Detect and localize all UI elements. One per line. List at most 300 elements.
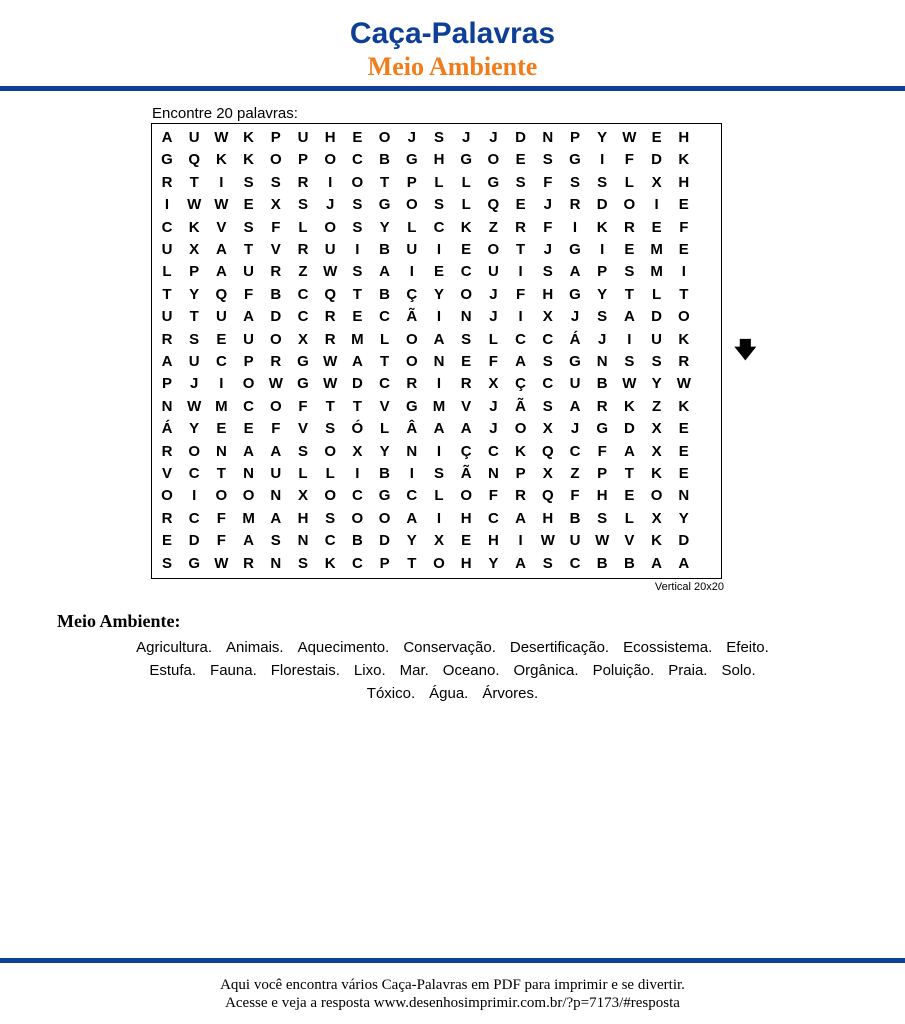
grid-letter: X bbox=[651, 420, 662, 438]
grid-letter: S bbox=[542, 554, 553, 572]
grid-letter: A bbox=[651, 554, 663, 572]
grid-letter: A bbox=[379, 263, 391, 281]
grid-letter: X bbox=[542, 420, 553, 438]
grid-letter: A bbox=[460, 420, 472, 438]
grid-letter: H bbox=[297, 509, 309, 527]
grid-letter: L bbox=[298, 465, 308, 482]
grid-letter: Ã bbox=[515, 397, 527, 415]
grid-letter: O bbox=[161, 487, 173, 505]
grid-letter: Q bbox=[324, 285, 337, 303]
grid-letter: M bbox=[650, 263, 663, 281]
grid-letter: W bbox=[214, 554, 229, 572]
word-list-item: Florestais. bbox=[270, 662, 340, 679]
word-list-item: Estufa. bbox=[149, 662, 197, 679]
grid-letter: R bbox=[460, 375, 472, 393]
grid-letter: T bbox=[624, 465, 634, 482]
grid-letter: W bbox=[323, 375, 338, 393]
grid-letter: S bbox=[597, 308, 608, 326]
grid-letter: S bbox=[243, 173, 254, 191]
footer-link-text: Acesse e veja a resposta www.desenhosimprimir.com.br/?p=7173/#resposta bbox=[225, 995, 680, 1011]
grid-letter: O bbox=[324, 151, 337, 169]
grid-letter: O bbox=[650, 487, 663, 505]
grid-letter: F bbox=[271, 420, 281, 438]
grid-letter: T bbox=[352, 285, 362, 303]
grid-letter: N bbox=[542, 129, 554, 146]
grid-letter: X bbox=[651, 173, 662, 191]
grid-letter: X bbox=[189, 241, 200, 258]
grid-letter: A bbox=[569, 263, 581, 281]
grid-letter: G bbox=[405, 397, 418, 415]
grid-letter: C bbox=[515, 330, 527, 348]
grid-letter: R bbox=[515, 218, 527, 236]
grid-letter: A bbox=[270, 442, 282, 460]
grid-letter: E bbox=[515, 196, 526, 214]
grid-letter: A bbox=[433, 330, 445, 348]
grid-letter: P bbox=[161, 375, 172, 393]
grid-letter: T bbox=[624, 285, 634, 303]
grid-letter: A bbox=[215, 241, 227, 258]
grid-letter: L bbox=[162, 263, 172, 281]
grid-letter: A bbox=[270, 509, 282, 527]
grid-letter: I bbox=[436, 308, 442, 326]
grid-letter: Y bbox=[488, 554, 499, 572]
grid-letter: S bbox=[542, 397, 553, 415]
grid-letter: G bbox=[569, 353, 581, 370]
grid-letter: X bbox=[651, 509, 662, 527]
grid-letter: I bbox=[409, 465, 414, 482]
grid-letter: O bbox=[351, 173, 364, 191]
grid-letter: F bbox=[488, 487, 498, 505]
grid-letter: H bbox=[678, 173, 690, 191]
grid-letter: R bbox=[243, 554, 255, 572]
grid-letter: R bbox=[324, 308, 336, 326]
grid-letter: C bbox=[460, 263, 472, 281]
grid-letter: U bbox=[297, 129, 309, 146]
grid-letter: O bbox=[242, 487, 255, 505]
grid-letter: H bbox=[460, 554, 472, 572]
grid-letter: E bbox=[352, 129, 363, 146]
grid-letter: S bbox=[433, 465, 444, 482]
grid-letter: S bbox=[597, 509, 608, 527]
word-list-item: Fauna. bbox=[210, 662, 257, 679]
grid-letter: J bbox=[489, 129, 498, 146]
grid-letter: L bbox=[652, 285, 662, 303]
grid-letter: J bbox=[407, 129, 416, 146]
grid-letter: X bbox=[488, 375, 499, 393]
grid-letter: E bbox=[161, 532, 172, 550]
grid-letter: G bbox=[297, 375, 309, 393]
grid-letter: O bbox=[269, 397, 282, 415]
grid-letter: N bbox=[161, 397, 173, 415]
word-list-item: Solo. bbox=[721, 662, 756, 679]
grid-letter: K bbox=[596, 218, 608, 236]
grid-letter: C bbox=[487, 509, 499, 527]
grid-letter: Y bbox=[189, 285, 200, 303]
word-list-item: Desertificação. bbox=[509, 639, 610, 656]
grid-letter: M bbox=[242, 509, 255, 527]
grid-letter: H bbox=[433, 151, 445, 169]
grid-letter: J bbox=[570, 308, 580, 326]
grid-letter: E bbox=[243, 196, 254, 214]
word-list-item: Água. bbox=[429, 685, 469, 702]
grid-letter: O bbox=[324, 487, 337, 505]
grid-letter: N bbox=[678, 487, 690, 505]
grid-letter: E bbox=[624, 487, 635, 505]
grid-letter: K bbox=[678, 397, 690, 415]
grid-letter: U bbox=[651, 330, 663, 348]
grid-letter: D bbox=[651, 308, 663, 326]
grid-letter: R bbox=[623, 218, 635, 236]
grid-letter: G bbox=[378, 196, 391, 214]
grid-letter: P bbox=[297, 151, 308, 169]
grid-letter: B bbox=[623, 554, 635, 572]
grid-row bbox=[152, 306, 721, 328]
grid-letter: W bbox=[595, 532, 610, 550]
grid-letter: K bbox=[243, 129, 255, 146]
grid-letter: K bbox=[243, 151, 255, 169]
grid-letter: I bbox=[355, 465, 360, 482]
grid-letter: U bbox=[243, 263, 255, 281]
grid-letter: W bbox=[323, 353, 338, 370]
grid-letter: T bbox=[516, 241, 526, 258]
grid-letter: A bbox=[623, 442, 635, 460]
grid-letter: P bbox=[515, 465, 526, 482]
grid-letter: C bbox=[297, 308, 309, 326]
grid-letter: O bbox=[405, 196, 418, 214]
grid-letter: W bbox=[676, 375, 691, 393]
grid-letter: J bbox=[190, 375, 199, 393]
grid-letter: S bbox=[243, 218, 254, 236]
grid-letter: N bbox=[487, 465, 499, 482]
grid-letter: U bbox=[324, 241, 336, 258]
grid-letter: U bbox=[270, 465, 282, 482]
word-list-item: Efeito. bbox=[726, 639, 769, 656]
grid-letter: A bbox=[351, 353, 363, 370]
grid-letter: C bbox=[542, 375, 554, 393]
grid-letter: U bbox=[406, 241, 418, 258]
grid-letter: K bbox=[515, 442, 527, 460]
grid-letter: T bbox=[244, 241, 254, 258]
grid-letter: I bbox=[654, 196, 659, 214]
grid-letter: B bbox=[379, 465, 391, 482]
grid-letter: A bbox=[406, 509, 418, 527]
grid-letter: U bbox=[161, 241, 173, 258]
grid-letter: O bbox=[677, 308, 690, 326]
grid-letter: S bbox=[352, 218, 363, 236]
grid-letter: S bbox=[433, 129, 444, 146]
grid-letter: C bbox=[351, 554, 363, 572]
grid-letter: Ó bbox=[351, 420, 364, 438]
footer-text: Aqui você encontra vários Caça-Palavras em PDF para imprimir e se divertir. bbox=[220, 977, 685, 993]
grid-letter: U bbox=[188, 353, 200, 370]
grid-letter: A bbox=[515, 509, 527, 527]
grid-letter: D bbox=[596, 196, 608, 214]
grid-letter: R bbox=[297, 241, 309, 258]
grid-letter: I bbox=[436, 442, 442, 460]
word-list-item: Aquecimento. bbox=[297, 639, 390, 656]
grid-letter: I bbox=[600, 151, 605, 169]
grid-letter: C bbox=[188, 465, 200, 482]
grid-letter: Q bbox=[541, 487, 554, 505]
grid-letter: N bbox=[215, 442, 227, 460]
grid-letter: H bbox=[596, 487, 608, 505]
grid-row bbox=[152, 373, 721, 395]
grid-letter: M bbox=[351, 330, 364, 348]
grid-letter: E bbox=[678, 196, 689, 214]
down-arrow-icon: 🡇 bbox=[734, 338, 757, 363]
word-list-line bbox=[0, 661, 905, 681]
grid-letter: R bbox=[270, 263, 282, 281]
grid-letter: O bbox=[324, 218, 337, 236]
grid-letter: K bbox=[324, 554, 336, 572]
grid-letter: E bbox=[651, 218, 662, 236]
grid-letter: L bbox=[488, 330, 498, 348]
grid-letter: G bbox=[405, 151, 418, 169]
word-list-item: Praia. bbox=[668, 662, 708, 679]
grid-letter: R bbox=[161, 173, 173, 191]
page-subtitle: Meio Ambiente bbox=[367, 52, 538, 81]
grid-letter: I bbox=[436, 509, 442, 527]
grid-letter: O bbox=[378, 509, 391, 527]
grid-letter: V bbox=[161, 465, 172, 482]
grid-letter: U bbox=[215, 308, 227, 326]
grid-letter: N bbox=[460, 308, 472, 326]
grid-letter: M bbox=[650, 241, 663, 258]
grid-letter: B bbox=[379, 285, 391, 303]
grid-letter: R bbox=[596, 397, 608, 415]
grid-letter: J bbox=[543, 241, 552, 258]
grid-letter: Y bbox=[379, 218, 390, 236]
grid-letter: B bbox=[351, 532, 363, 550]
grid-letter: D bbox=[515, 129, 527, 146]
grid-letter: O bbox=[460, 285, 473, 303]
grid-letter: Ç bbox=[515, 375, 527, 393]
grid-letter: G bbox=[188, 554, 201, 572]
grid-letter: A bbox=[515, 353, 527, 370]
grid-letter: X bbox=[542, 308, 553, 326]
page-title: Caça-Palavras bbox=[349, 17, 556, 50]
grid-row bbox=[152, 441, 721, 463]
grid-letter: L bbox=[380, 420, 390, 438]
grid-letter: E bbox=[678, 241, 689, 258]
grid-letter: I bbox=[681, 263, 686, 281]
grid-letter: R bbox=[297, 173, 309, 191]
grid-letter: L bbox=[325, 465, 335, 482]
grid-letter: F bbox=[570, 487, 580, 505]
grid-letter: P bbox=[597, 465, 608, 482]
grid-letter: V bbox=[216, 218, 227, 236]
grid-letter: I bbox=[518, 308, 523, 326]
grid-letter: F bbox=[543, 173, 553, 191]
grid-letter: F bbox=[216, 509, 226, 527]
grid-letter: B bbox=[569, 509, 581, 527]
grid-letter: A bbox=[161, 353, 173, 370]
grid-letter: I bbox=[436, 241, 442, 258]
grid-letter: N bbox=[596, 353, 608, 370]
grid-letter: C bbox=[351, 151, 363, 169]
grid-row bbox=[152, 530, 721, 552]
grid-letter: S bbox=[297, 442, 308, 460]
grid-letter: L bbox=[461, 173, 471, 191]
grid-letter: Z bbox=[652, 397, 662, 415]
grid-letter: D bbox=[623, 420, 635, 438]
grid-letter: T bbox=[679, 285, 689, 303]
grid-letter: S bbox=[624, 353, 635, 370]
grid-letter: N bbox=[406, 442, 418, 460]
grid-letter: Y bbox=[189, 420, 200, 438]
grid-letter: M bbox=[432, 397, 446, 415]
grid-letter: Â bbox=[406, 420, 418, 438]
grid-letter: F bbox=[624, 151, 634, 169]
grid-letter: G bbox=[569, 241, 581, 258]
grid-row bbox=[152, 485, 721, 507]
word-list-item: Lixo. bbox=[353, 662, 386, 679]
grid-letter: I bbox=[572, 218, 578, 236]
grid-letter: G bbox=[569, 285, 581, 303]
grid-letter: O bbox=[405, 353, 418, 370]
grid-letter: S bbox=[624, 263, 635, 281]
grid-letter: C bbox=[569, 442, 581, 460]
grid-letter: A bbox=[515, 554, 527, 572]
grid-letter: N bbox=[270, 487, 282, 505]
word-list-item: Poluição. bbox=[592, 662, 655, 679]
grid-letter: P bbox=[406, 173, 417, 191]
grid-letter: F bbox=[298, 397, 308, 415]
grid-letter: R bbox=[406, 375, 418, 393]
grid-letter: L bbox=[624, 509, 634, 527]
grid-letter: Á bbox=[569, 330, 581, 348]
grid-letter: J bbox=[462, 129, 471, 146]
grid-letter: O bbox=[324, 442, 337, 460]
grid-letter: T bbox=[162, 285, 172, 303]
grid-letter: H bbox=[678, 129, 690, 146]
grid-letter: I bbox=[409, 263, 414, 281]
word-list-item: Tóxico. bbox=[366, 685, 416, 702]
grid-letter: J bbox=[326, 196, 335, 214]
grid-letter: E bbox=[216, 420, 227, 438]
grid-letter: C bbox=[297, 285, 309, 303]
grid-letter: R bbox=[515, 487, 527, 505]
grid-letter: E bbox=[624, 241, 635, 258]
grid-letter: Ã bbox=[406, 308, 418, 326]
grid-letter: O bbox=[433, 554, 445, 572]
grid-letter: Ç bbox=[460, 442, 472, 460]
grid-letter: S bbox=[569, 173, 580, 191]
grid-letter: C bbox=[324, 532, 336, 550]
grid-letter: C bbox=[161, 218, 173, 236]
word-list-item: Orgânica. bbox=[513, 662, 579, 679]
grid-letter: G bbox=[487, 173, 500, 191]
grid-letter: C bbox=[215, 353, 227, 370]
grid-letter: V bbox=[461, 397, 472, 415]
grid-letter: S bbox=[325, 509, 336, 527]
grid-letter: K bbox=[678, 151, 690, 169]
grid-letter: K bbox=[188, 218, 200, 236]
grid-row bbox=[152, 553, 721, 575]
grid-letter: A bbox=[243, 532, 255, 550]
grid-row bbox=[152, 463, 721, 485]
grid-letter: S bbox=[433, 196, 444, 214]
grid-letter: V bbox=[270, 241, 281, 258]
word-list-line bbox=[0, 684, 905, 704]
grid-letter: L bbox=[434, 487, 444, 505]
grid-letter: D bbox=[651, 151, 663, 169]
grid-letter: K bbox=[623, 397, 635, 415]
grid-letter: U bbox=[569, 375, 581, 393]
grid-letter: E bbox=[216, 330, 227, 348]
grid-letter: M bbox=[215, 397, 228, 415]
grid-letter: U bbox=[487, 263, 499, 281]
grid-letter: H bbox=[487, 532, 499, 550]
grid-letter: W bbox=[187, 196, 202, 214]
grid-letter: Z bbox=[570, 465, 580, 482]
grid-letter: I bbox=[164, 196, 170, 214]
word-list-item: Ecossistema. bbox=[623, 639, 713, 656]
word-list-item: Mar. bbox=[399, 662, 429, 679]
grid-letter: K bbox=[460, 218, 472, 236]
grid-letter: H bbox=[460, 509, 472, 527]
grid-letter: B bbox=[596, 375, 608, 393]
grid-letter: E bbox=[352, 308, 363, 326]
grid-letter: E bbox=[433, 263, 444, 281]
grid-letter: C bbox=[487, 442, 499, 460]
word-list-item: Árvores. bbox=[482, 685, 539, 702]
grid-letter: L bbox=[434, 173, 444, 191]
grid-letter: N bbox=[433, 353, 445, 370]
grid-letter: W bbox=[540, 532, 555, 550]
grid-letter: F bbox=[516, 285, 526, 303]
grid-letter: Z bbox=[298, 263, 308, 281]
grid-row bbox=[152, 284, 721, 306]
grid-letter: F bbox=[543, 218, 553, 236]
grid-letter: O bbox=[487, 151, 500, 169]
bottom-divider bbox=[0, 958, 905, 963]
grid-letter: S bbox=[542, 263, 553, 281]
grid-letter: K bbox=[651, 465, 663, 482]
grid-letter: D bbox=[678, 532, 690, 550]
grid-letter: G bbox=[596, 420, 609, 438]
grid-letter: B bbox=[379, 151, 391, 169]
grid-letter: E bbox=[678, 442, 689, 460]
grid-letter: U bbox=[569, 532, 581, 550]
grid-letter: L bbox=[298, 218, 308, 236]
grid-letter: W bbox=[214, 129, 229, 146]
grid-letter: F bbox=[679, 218, 689, 236]
grid-letter: H bbox=[324, 129, 336, 146]
grid-letter: W bbox=[622, 129, 637, 146]
word-list-heading: Meio Ambiente: bbox=[57, 611, 181, 631]
grid-letter: B bbox=[379, 241, 391, 258]
grid-letter: W bbox=[323, 263, 338, 281]
grid-letter: E bbox=[678, 465, 689, 482]
grid-letter: A bbox=[243, 442, 255, 460]
grid-letter: C bbox=[243, 397, 255, 415]
grid-letter: Á bbox=[161, 420, 173, 438]
grid-letter: Q bbox=[188, 151, 201, 169]
grid-letter: O bbox=[378, 129, 391, 146]
grid-letter: Z bbox=[488, 218, 498, 236]
grid-letter: Y bbox=[433, 285, 444, 303]
grid-letter: J bbox=[489, 397, 498, 415]
word-list-item: Oceano. bbox=[442, 662, 500, 679]
grid-letter: P bbox=[597, 263, 608, 281]
grid-letter: E bbox=[243, 420, 254, 438]
grid-row bbox=[152, 351, 721, 373]
grid-letter: O bbox=[623, 196, 636, 214]
grid-letter: R bbox=[569, 196, 581, 214]
grid-letter: T bbox=[189, 308, 199, 326]
grid-letter: C bbox=[351, 487, 363, 505]
